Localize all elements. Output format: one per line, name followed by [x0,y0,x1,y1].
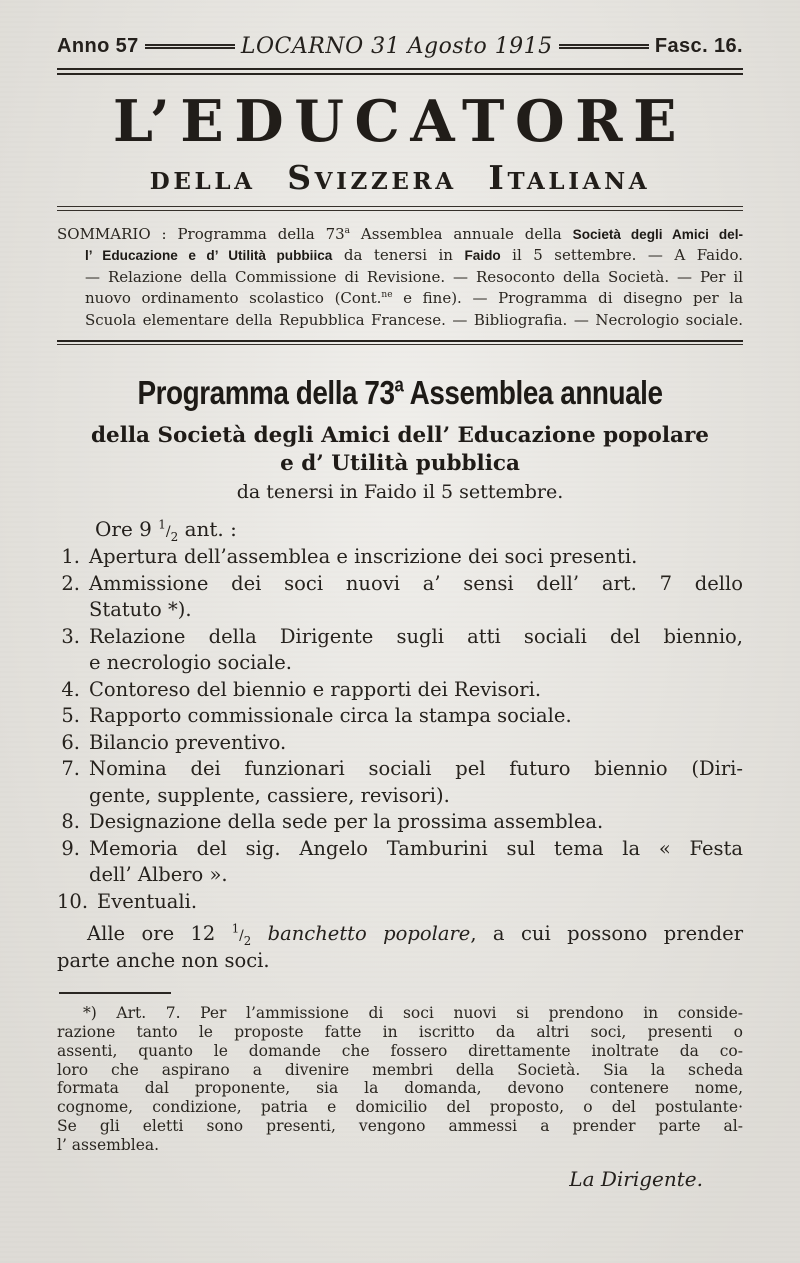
text-line [57,1117,743,1136]
text-segment: razione tanto le proposte fatte in iscritto da altri soci, presenti o [57,1022,743,1041]
text-line [89,571,743,598]
double-dash-rule-right [559,44,649,49]
year-label: Anno 57 [57,35,139,57]
text-segment: ant. : [178,517,237,542]
agenda-item [57,809,743,836]
agenda-item [57,836,743,889]
text-line [89,624,743,651]
text-line [57,224,743,246]
meeting-time [95,517,743,545]
agenda-item-number: 3. [61,624,80,648]
text-segment: l’ assemblea. [57,1135,160,1154]
text-line [85,288,743,310]
text-line [89,756,743,783]
text-segment: *) Art. 7. Per l’ammissione di soci nuovi si prendono in conside- [83,1004,743,1023]
text-segment: gente, supplente, cassiere, revisori). [89,783,450,807]
agenda-item [57,571,743,624]
text-line [57,1061,743,1080]
agenda-item-text [89,730,743,757]
agenda-item-text [97,889,743,916]
agenda-item-text [89,809,743,836]
text-segment: Rapporto commissionale circa la stampa sociale. [89,704,572,728]
text-segment: Statuto *). [89,598,192,622]
header-divider [57,68,743,75]
text-line [97,889,743,916]
text-segment: Assemblea annuale [403,373,663,412]
text-segment: Apertura dell’assemblea e inscrizione dei soci presenti. [89,545,638,569]
program-subtitle-utility: e d’ Utilità pubblica [280,451,520,477]
agenda-item-number: 9. [61,836,80,860]
superscript-text: a [394,373,404,397]
text-segment: Memoria del sig. Angelo Tamburini sul tema la « Festa [89,836,743,860]
text-segment: Ore 9 [95,517,159,542]
text-segment: Assemblea annuale della [350,224,573,243]
agenda-item [57,889,743,916]
text-line [85,245,743,267]
text-line [57,1079,743,1098]
text-line [87,920,743,947]
agenda-item [57,703,743,730]
text-segment: Faido [464,248,501,264]
superscript-text: 1 [158,517,166,532]
text-line [89,836,743,863]
text-line [89,677,743,704]
agenda-item-text [89,571,743,624]
text-segment: assenti, quanto le domande che fossero direttamente inoltrate da co- [57,1041,743,1060]
text-line [89,862,743,889]
text-line [57,1098,743,1117]
text-segment: , a cui possono prender [470,922,744,946]
double-dash-rule-left [145,44,235,49]
text-line [89,544,743,571]
agenda-item-number: 10. [57,889,89,913]
agenda-list [57,544,743,915]
fascicle-label: Fasc. 16. [654,35,743,57]
agenda-item [57,544,743,571]
text-segment: Designazione della sede per la prossima assemblea. [89,810,604,834]
text-segment: dell’ Albero ». [89,863,228,887]
text-segment: banchetto popolare [267,922,471,946]
text-line [89,783,743,810]
text-segment: Nomina dei funzionari sociali pel futuro biennio (Diri- [89,757,743,781]
text-line [85,310,743,332]
agenda-item-text [89,836,743,889]
agenda-item-number: 4. [61,677,80,701]
agenda-item-text [89,624,743,677]
program-title [91,374,708,413]
text-segment: Eventuali. [97,889,198,913]
text-segment: e fine). — Programma di disegno per la [392,289,744,308]
signature: La Dirigente. [569,1166,703,1191]
text-segment: l’ Educazione e d’ Utilità pubbiica [85,248,333,264]
summary-divider [57,340,743,345]
agenda-item-number: 5. [61,704,80,728]
agenda-item [57,756,743,809]
superscript-text: a [344,225,351,236]
text-segment: formata dal proponente, sia la domanda, devono contenere nome, [57,1079,743,1098]
text-segment: loro che aspirano a divenire membri della Società. Sia la scheda [57,1060,743,1079]
text-line [57,1042,743,1061]
text-segment: parte anche non soci. [57,949,270,973]
agenda-item-text [89,703,743,730]
text-segment: nuovo ordinamento scolastico (Cont. [85,289,382,308]
agenda-item-number: 1. [61,545,80,569]
subscript-text: 2 [243,934,252,949]
masthead-title: L’EDUCATORE [112,88,688,155]
subscript-text: 2 [170,530,179,545]
text-line [89,730,743,757]
text-line [89,809,743,836]
text-segment: Contoreso del biennio e rapporti dei Revisori. [89,677,542,701]
agenda-item-number: 2. [61,571,80,595]
banquet-note [57,920,743,974]
text-segment: Relazione della Dirigente sugli atti sociali del biennio, [89,624,743,648]
agenda-item-number: 6. [61,730,80,754]
text-line [89,703,743,730]
superscript-text: ne [381,290,393,301]
text-line [57,1004,743,1023]
text-segment: Ammissione dei soci nuovi a’ sensi dell’ art. 7 dello [89,571,743,595]
text-segment: Programma della 73 [137,373,395,412]
agenda-item-number: 7. [61,757,80,781]
text-segment: Scuola elementare della Repubblica Francese. — Bibliografia. — Necrologio sociale. [85,310,743,329]
agenda-item-number: 8. [61,810,80,834]
text-segment: Alle ore 12 [87,922,232,946]
text-segment: / [239,928,244,945]
agenda-item-text [89,677,743,704]
text-line [57,947,743,974]
issue-date: LOCARNO 31 Agosto 1915 [240,34,553,59]
text-segment [251,922,267,945]
text-segment: da tenersi in [332,246,465,265]
masthead-subtitle: della Svizzera Italiana [149,157,651,197]
text-segment: / [165,524,171,541]
text-line [57,1136,743,1155]
text-line [89,597,743,624]
agenda-item-text [89,544,743,571]
text-segment: e necrologio sociale. [89,651,292,675]
text-segment: Bilancio preventivo. [89,730,287,754]
text-segment: Se gli eletti sono presenti, vengono ammessi a prender parte al- [57,1116,743,1135]
superscript-text: 1 [231,921,240,936]
text-segment: — Relazione della Commissione di Revisione. — Resoconto della Società. — Per il [85,267,743,286]
masthead-divider [57,206,743,211]
text-line [57,1023,743,1042]
agenda-item [57,677,743,704]
issue-header [57,34,743,59]
footnote-rule [59,992,171,994]
text-segment: Società degli Amici del- [572,226,744,242]
summary-block [57,224,743,332]
text-segment: cognome, condizione, patria e domicilio del proposto, o del postulante· [57,1098,743,1117]
agenda-item [57,730,743,757]
text-segment: il 5 settembre. — A Faido. [500,246,744,265]
text-line [89,650,743,677]
agenda-item-text [89,756,743,809]
agenda-item [57,624,743,677]
text-line [85,267,743,289]
footnote [57,1004,743,1154]
text-segment: SOMMARIO : [57,224,178,243]
program-subtitle-society: della Società degli Amici dell’ Educazione popolare [91,423,709,449]
text-segment: Programma della 73 [177,224,345,243]
program-subtitle-venue: da tenersi in Faido il 5 settembre. [236,481,564,504]
